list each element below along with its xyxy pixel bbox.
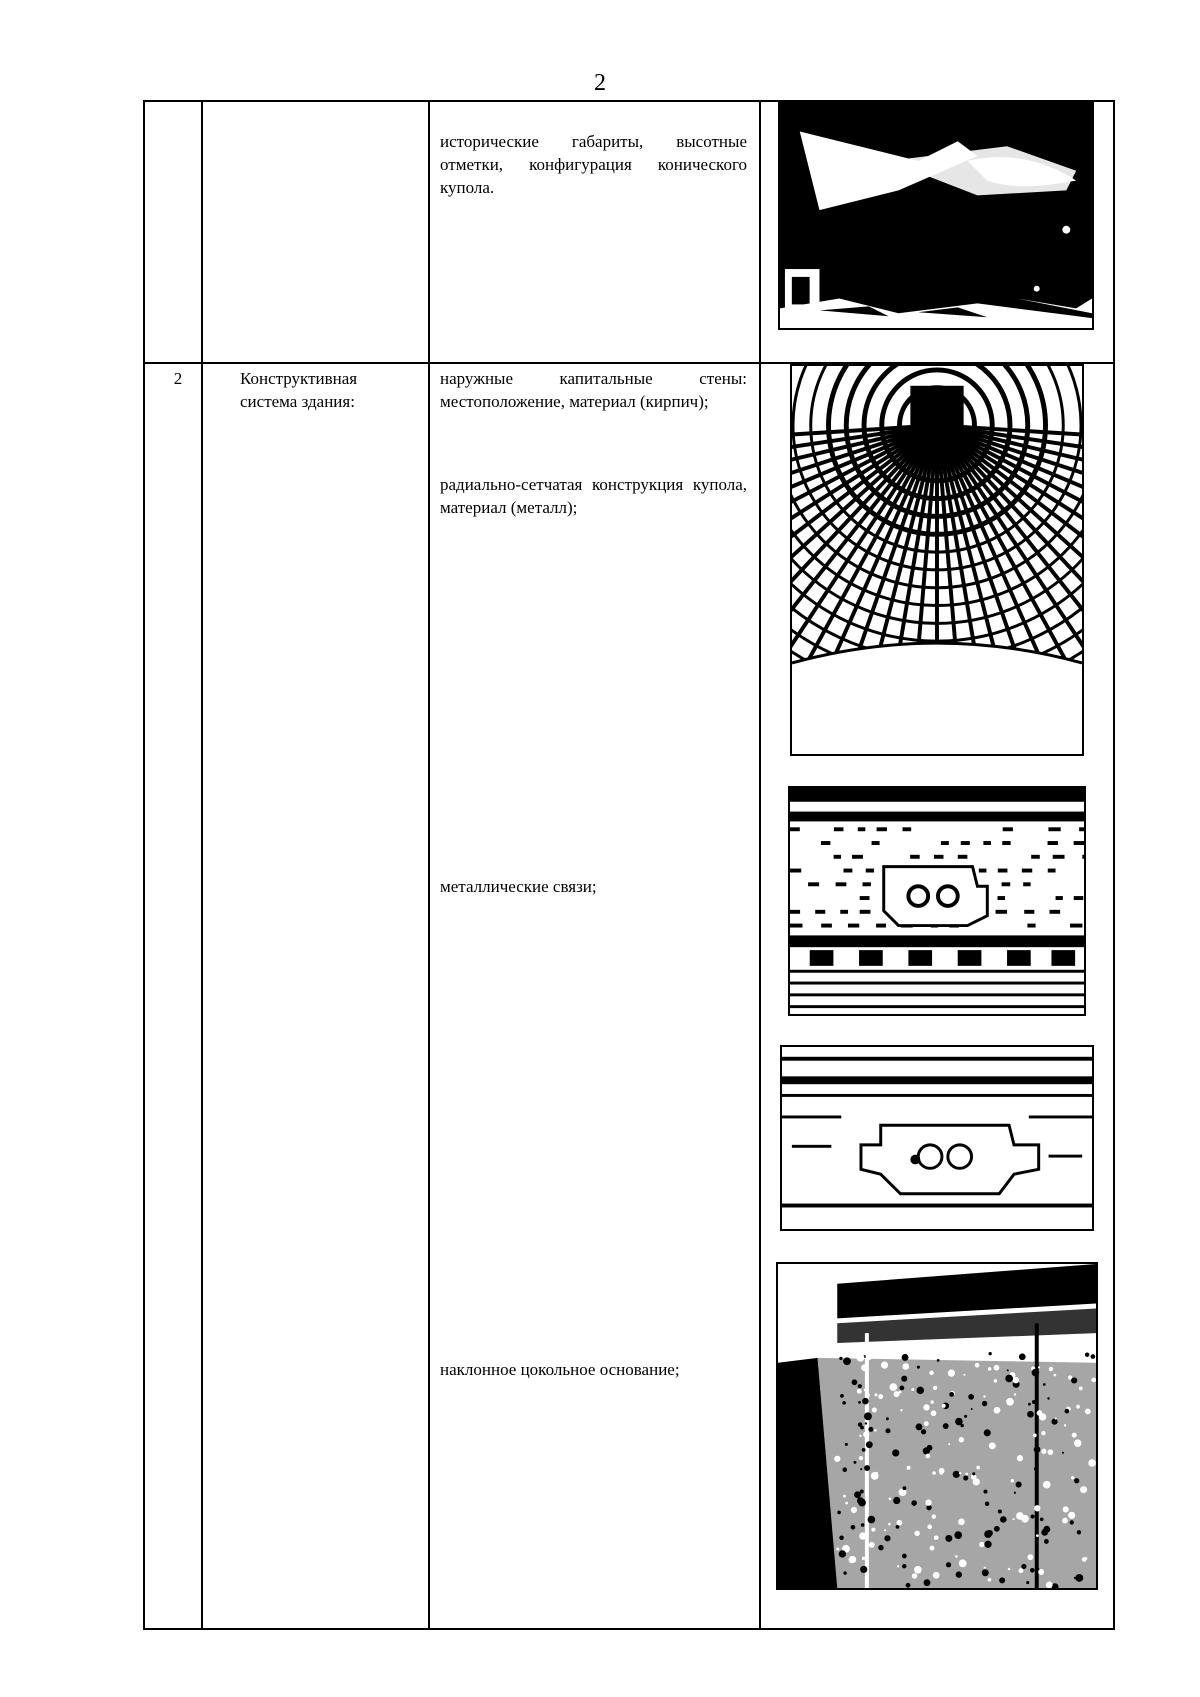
column-divider — [201, 100, 203, 1630]
metal-tie-photo-2 — [780, 1045, 1094, 1231]
row-2-item-1: наружные капитальные стены: местоположение, материал (кирпич); — [440, 369, 747, 411]
row-2-number: 2 — [173, 369, 183, 388]
plinth-base-photo — [776, 1262, 1098, 1590]
column-divider — [759, 100, 761, 1630]
table-bottom-border — [143, 1628, 1115, 1630]
table-left-border — [143, 100, 145, 1630]
row-2-item-2: радиально-сетчатая конструкция купола, материал (металл); — [440, 475, 747, 517]
dome-exterior-photo — [778, 100, 1094, 330]
row-2-item-4: наклонное цокольное основание; — [440, 1360, 680, 1379]
metal-tie-photo-1 — [788, 786, 1086, 1016]
column-divider — [428, 100, 430, 1630]
row-2-item-3: металлические связи; — [440, 877, 597, 896]
dome-interior-photo — [790, 364, 1084, 756]
row-2-name: Конструктивная система здания: — [240, 369, 358, 411]
table-right-border — [1113, 100, 1115, 1630]
page-number: 2 — [594, 70, 606, 96]
row-1-item-1: исторические габариты, высотные отметки, конфигурация конического купола. — [440, 132, 747, 197]
